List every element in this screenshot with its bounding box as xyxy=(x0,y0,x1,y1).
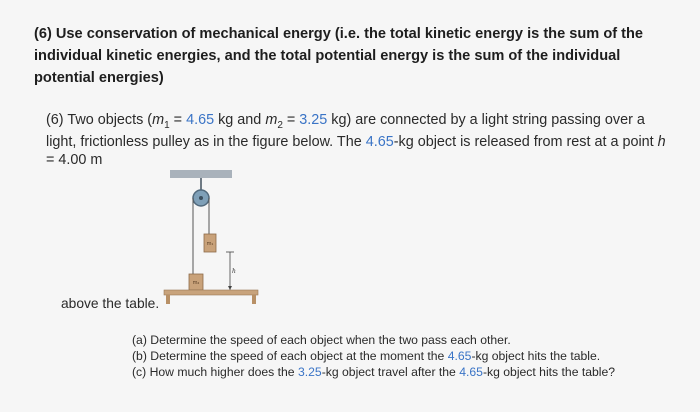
m2-symbol: m xyxy=(265,112,278,128)
height-arrowhead xyxy=(228,286,232,290)
part-c-pre: (c) How much higher does the xyxy=(132,365,298,379)
part-c xyxy=(132,366,652,379)
h-value: = 4.00 m xyxy=(46,152,103,169)
m2-subscript: 2 xyxy=(277,119,283,131)
m1-equals: = xyxy=(169,112,187,128)
table-leg-left xyxy=(166,295,170,304)
problem-statement xyxy=(46,112,671,170)
pulley-diagram xyxy=(160,168,270,314)
mass-1-label: m₁ xyxy=(206,241,214,247)
instruction-heading: (6) Use conservation of mechanical energy (i.e. the total kinetic energy is the sum of the individual kinetic energies, and the total potential energy is the sum of the individual potential energies) xyxy=(34,26,644,86)
above-table-text: above the table. xyxy=(61,296,160,311)
m2-unit-text: kg) are connected by a light string passing over a light, frictionless pulley as in the figure below. The xyxy=(46,112,645,151)
question-parts xyxy=(132,333,652,380)
problem-lead: (6) Two objects ( xyxy=(46,112,153,128)
part-c-mass-2: 4.65 xyxy=(459,365,483,379)
released-mass-value: 4.65 xyxy=(365,134,394,151)
part-c-post: -kg object hits the table? xyxy=(482,365,616,379)
mass-2-label: m₂ xyxy=(192,280,200,286)
part-c-mass-1: 3.25 xyxy=(297,365,322,379)
table-leg-right xyxy=(252,295,256,304)
ceiling-support xyxy=(170,170,232,178)
part-b-pre: (b) Determine the speed of each object at the moment the xyxy=(132,349,448,363)
table-top xyxy=(164,290,258,295)
part-b-mass: 4.65 xyxy=(447,349,472,363)
m2-value: 3.25 xyxy=(299,112,328,128)
part-b-post: -kg object hits the table. xyxy=(471,349,601,363)
h-symbol: h xyxy=(657,134,666,151)
height-label: h xyxy=(232,268,236,275)
m1-subscript: 1 xyxy=(164,119,170,131)
m1-unit-text: kg and xyxy=(214,112,266,128)
released-text: -kg object is released from rest at a point xyxy=(393,134,658,151)
part-b xyxy=(132,349,652,364)
part-c-mid: -kg object travel after the xyxy=(321,365,460,379)
part-a: (a) Determine the speed of each object when the two pass each other. xyxy=(132,333,511,347)
m1-value: 4.65 xyxy=(186,112,215,128)
m2-equals: = xyxy=(282,112,300,128)
pulley-axle xyxy=(199,196,203,200)
m1-symbol: m xyxy=(152,112,165,128)
